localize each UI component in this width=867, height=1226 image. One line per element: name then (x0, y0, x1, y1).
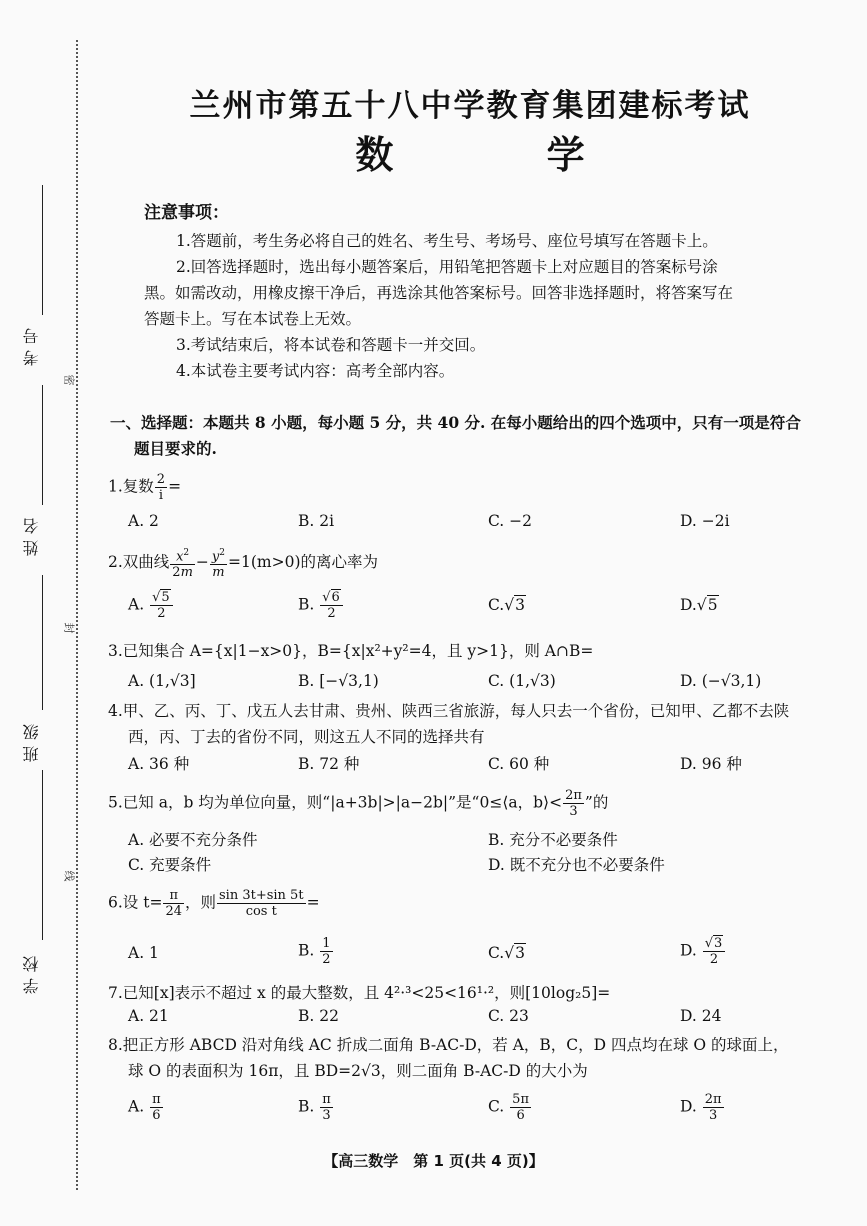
seal-mark-xian: 线 (62, 870, 76, 882)
q1-option-d: D. −2i (680, 512, 730, 530)
q3-stem: 3.已知集合 A={x|1−x>0}，B={x|x²+y²=4，且 y>1}，则 A∩B= (108, 642, 594, 660)
notes-block (144, 200, 804, 384)
section-line: 一、选择题：本题共 8 小题，每小题 5 分，共 40 分. 在每小题给出的四个选项中，只有一项是符合 (110, 413, 801, 432)
q6-option-c: C.√3 (488, 944, 525, 962)
q2-option-c: C.√3 (488, 596, 525, 614)
q8-options (128, 1092, 818, 1123)
q1-options (128, 512, 818, 536)
q5-stem: 5.已知 a，b 均为单位向量，则“|a+3b|>|a−2b|”是“0≤⟨a，b⟩< (108, 793, 563, 812)
q2-option-d: D.√5 (680, 596, 718, 614)
section-heading (110, 410, 810, 462)
q6-options (128, 936, 818, 968)
q4-options (128, 752, 818, 776)
q8-option-d: D. $\frac{2\pi}{3}$ (680, 1092, 722, 1123)
note-line: 答题卡上。写在本试卷上无效。 (144, 310, 362, 328)
q7-options (128, 1007, 818, 1031)
question-8 (108, 1032, 818, 1084)
name-label: 姓名 (22, 512, 41, 556)
q7-option-c: C. 23 (488, 1007, 529, 1025)
question-5 (108, 788, 818, 819)
q2-option-b: B. $\frac{√6}{2}$ (298, 590, 344, 621)
q5-fraction: $\frac{2\pi}{3}$ (565, 788, 582, 819)
q6-option-b: B. $\frac{1}{2}$ (298, 936, 331, 967)
q1-option-c: C. −2 (488, 512, 533, 530)
q5-option-d: D. 既不充分也不必要条件 (488, 856, 665, 874)
q3-option-d: D. (−√3,1) (680, 672, 762, 690)
note-line: 黑。如需改动，用橡皮擦干净后，再选涂其他答案标号。回答非选择题时，将答案写在 (144, 284, 734, 302)
q5-option-a: A. 必要不充分条件 (128, 831, 258, 849)
q8-option-c: C. $\frac{5\pi}{6}$ (488, 1092, 529, 1123)
exam-number-line (42, 185, 43, 315)
note-line: 3.考试结束后，将本试卷和答题卡一并交回。 (176, 336, 486, 354)
exam-title: 兰州市第五十八中学教育集团建标考试 (189, 88, 751, 124)
q3-option-c: C. (1,√3) (488, 672, 556, 690)
q6-option-a: A. 1 (128, 944, 159, 962)
q1-option-b: B. 2i (298, 512, 335, 530)
q2-stem: 2.双曲线 (108, 553, 170, 572)
q7-option-a: A. 21 (128, 1007, 169, 1025)
q1-option-a: A. 2 (128, 512, 159, 530)
q1-tail: = (168, 477, 182, 496)
name-line (42, 385, 43, 505)
school-label: 学校 (22, 950, 41, 994)
q2-options (128, 590, 818, 621)
q4-option-b: B. 72 种 (298, 755, 360, 773)
question-4 (108, 698, 818, 750)
question-6 (108, 888, 818, 919)
binding-dotted-line (76, 40, 78, 1190)
q1-denominator: i (158, 488, 164, 503)
seal-mark-feng: 封 (62, 622, 76, 634)
q6-option-d: D. $\frac{√3}{2}$ (680, 936, 726, 967)
q6-denominator: cos t (245, 904, 277, 919)
notes-heading: 注意事项： (144, 203, 229, 223)
q4-option-a: A. 36 种 (128, 755, 190, 773)
q5-option-b: B. 充分不必要条件 (488, 831, 618, 849)
q5-tail: ”的 (584, 793, 609, 812)
q4-line: 西，丙、丁去的省份不同，则这五人不同的选择共有 (128, 728, 485, 746)
q7-stem: 7.已知[x]表示不超过 x 的最大整数，且 4²·³<25<16¹·²，则[10log₂5]= (108, 984, 611, 1002)
seal-mark-mi: 密 (62, 374, 76, 386)
q6-mid: ，则 (184, 893, 216, 912)
q5-options-row2 (128, 853, 818, 877)
note-line: 1.答题前，考生务必将自己的姓名、考生号、考场号、座位号填写在答题卡上。 (176, 232, 718, 250)
note-line: 4.本试卷主要考试内容：高考全部内容。 (176, 362, 455, 380)
q4-option-c: C. 60 种 (488, 755, 550, 773)
q7-option-b: B. 22 (298, 1007, 339, 1025)
q8-option-a: A. $\frac{\pi}{6}$ (128, 1092, 161, 1123)
q8-option-b: B. $\frac{\pi}{3}$ (298, 1092, 331, 1123)
q2-fraction-x: $\frac{x^2}{2m}$ (172, 548, 193, 581)
q3-options (128, 672, 818, 696)
q2-fraction-y: $\frac{y^2}{m}$ (211, 548, 225, 581)
q2-tail: =1(m>0)的离心率为 (228, 553, 378, 572)
page-footer: 【高三数学 第 1 页(共 4 页)】 (323, 1152, 544, 1170)
q4-line: 4.甲、乙、丙、丁、戊五人去甘肃、贵州、陕西三省旅游，每人只去一个省份，已知甲、乙都不去陕 (108, 702, 790, 720)
q5-option-c: C. 充要条件 (128, 856, 212, 874)
q1-fraction (155, 472, 167, 503)
exam-number-label: 考号 (22, 322, 41, 366)
q6-tail: = (306, 893, 320, 912)
question-1 (108, 472, 818, 503)
question-7 (108, 980, 818, 1006)
exam-subject: 数 学 (355, 133, 655, 177)
note-line: 2.回答选择题时，选出每小题答案后，用铅笔把答题卡上对应题目的答案标号涂 (176, 258, 718, 276)
q6-fraction-t: $\frac{\pi}{24}$ (165, 888, 182, 919)
q2-option-a: A. $\frac{√5}{2}$ (128, 590, 174, 621)
question-3 (108, 638, 818, 664)
q4-option-d: D. 96 种 (680, 755, 742, 773)
q7-option-d: D. 24 (680, 1007, 722, 1025)
q1-stem: 1.复数 (108, 477, 154, 496)
question-2: 2.双曲线 $\frac{x^2}{2m}$ − $\frac{y^2}{m}$ =1(m>0)的离心率为 (108, 548, 378, 581)
class-line (42, 575, 43, 710)
school-line (42, 770, 43, 940)
q8-line: 8.把正方形 ABCD 沿对角线 AC 折成二面角 B-AC-D，若 A，B，C，D 四点均在球 O 的球面上， (108, 1036, 789, 1054)
class-label: 班级 (22, 718, 41, 762)
q6-fraction-expr (217, 888, 306, 919)
q5-options-row1 (128, 828, 818, 852)
q6-stem: 6.设 t= (108, 893, 163, 912)
section-line: 题目要求的. (134, 439, 217, 458)
q6-numerator: sin 3t+sin 5t (219, 888, 304, 903)
q1-numerator: 2 (156, 472, 166, 487)
q3-option-b: B. [−√3,1) (298, 672, 379, 690)
q3-option-a: A. (1,√3] (128, 672, 196, 690)
q8-line: 球 O 的表面积为 16π，且 BD=2√3，则二面角 B-AC-D 的大小为 (128, 1062, 588, 1080)
